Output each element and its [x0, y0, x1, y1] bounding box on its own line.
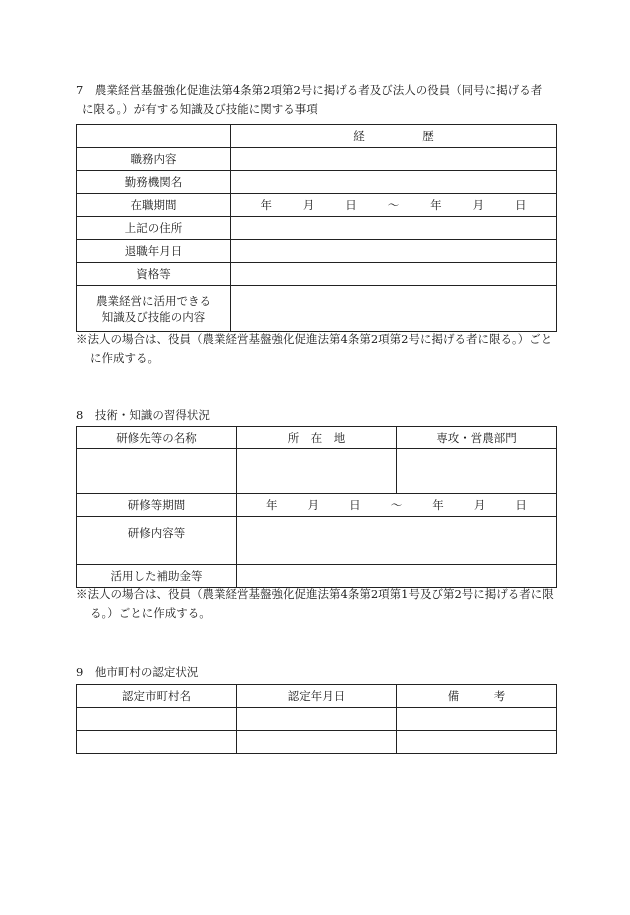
training-content-field[interactable] — [237, 517, 557, 565]
period-month-end: 月 — [473, 498, 486, 512]
remarks-field[interactable] — [397, 731, 557, 754]
section9-heading: 9 他市町村の認定状況 — [76, 665, 199, 679]
specialty-header: 専攻・営農部門 — [397, 427, 557, 449]
period-month-start: 月 — [307, 498, 320, 512]
row-label-qualifications: 資格等 — [77, 263, 231, 286]
training-period — [237, 497, 556, 513]
section7-note-line1: ※法人の場合は、役員（農業経営基盤強化促進法第4条第2項第2号に掲げる者に限る。）ごと — [76, 332, 553, 346]
row-label-tenure: 在職期間 — [77, 194, 231, 217]
table-header-blank — [77, 125, 231, 148]
row-label-retirement: 退職年月日 — [77, 240, 231, 263]
period-month-end: 月 — [472, 198, 485, 212]
period-day-end: 日 — [514, 198, 527, 212]
specialty-field[interactable] — [397, 449, 557, 494]
period-day-start: 日 — [345, 198, 357, 212]
section7-note-line2: に作成する。 — [90, 351, 159, 365]
section8-note — [76, 585, 554, 623]
municipality-field[interactable] — [77, 708, 237, 731]
period-year-start: 年 — [266, 498, 278, 512]
employer-field[interactable] — [231, 171, 557, 194]
section7-heading — [76, 81, 542, 119]
cert-date-field[interactable] — [237, 708, 397, 731]
municipality-header: 認定市町村名 — [77, 685, 237, 708]
address-field[interactable] — [231, 217, 557, 240]
location-field[interactable] — [237, 449, 397, 494]
tenure-field[interactable] — [231, 194, 557, 217]
location-header: 所 在 地 — [237, 427, 397, 449]
knowledge-label-line1: 農業経営に活用できる — [96, 293, 211, 308]
career-header: 経 歴 — [231, 125, 557, 148]
section7-heading-line1: 7 農業経営基盤強化促進法第4条第2項第2号に掲げる者及び法人の役員（同号に掲げる者 — [76, 83, 543, 97]
period-day-end: 日 — [515, 498, 527, 512]
section8-note-line2: る。）ごとに作成する。 — [90, 606, 211, 620]
cert-date-header: 認定年月日 — [237, 685, 397, 708]
training-org-header: 研修先等の名称 — [77, 427, 237, 449]
row-label-address: 上記の住所 — [77, 217, 231, 240]
section8-note-line1: ※法人の場合は、役員（農業経営基盤強化促進法第4条第2項第1号及び第2号に掲げる者に限 — [76, 587, 554, 601]
knowledge-label-line2: 知識及び技能の内容 — [101, 309, 206, 324]
section8-heading: 8 技術・知識の習得状況 — [76, 408, 210, 422]
section8-training-table — [76, 426, 557, 588]
remarks-field[interactable] — [397, 708, 557, 731]
knowledge-field[interactable] — [231, 286, 557, 332]
period-month-start: 月 — [302, 198, 315, 212]
period-year-end: 年 — [430, 198, 442, 212]
training-org-field[interactable] — [77, 449, 237, 494]
period-tilde: ～ — [387, 198, 400, 212]
period-year-start: 年 — [260, 198, 272, 212]
section7-career-table — [76, 124, 557, 332]
period-year-end: 年 — [432, 498, 444, 512]
remarks-header: 備 考 — [397, 685, 557, 708]
cert-date-field[interactable] — [237, 731, 397, 754]
municipality-field[interactable] — [77, 731, 237, 754]
training-period-label: 研修等期間 — [77, 494, 237, 517]
tenure-period — [231, 197, 556, 213]
training-content-label: 研修内容等 — [77, 517, 237, 565]
retirement-field[interactable] — [231, 240, 557, 263]
qualifications-field[interactable] — [231, 263, 557, 286]
duties-field[interactable] — [231, 148, 557, 171]
period-day-start: 日 — [349, 498, 361, 512]
section7-heading-line2: に限る。）が有する知識及び技能に関する事項 — [82, 102, 318, 116]
row-label-duties: 職務内容 — [77, 148, 231, 171]
row-label-employer: 勤務機関名 — [77, 171, 231, 194]
period-tilde: ～ — [390, 498, 403, 512]
training-period-field[interactable] — [237, 494, 557, 517]
section7-note — [76, 330, 552, 368]
subsidy-label: 活用した補助金等 — [77, 565, 237, 588]
section9-certification-table — [76, 684, 557, 754]
row-label-knowledge — [77, 286, 231, 332]
